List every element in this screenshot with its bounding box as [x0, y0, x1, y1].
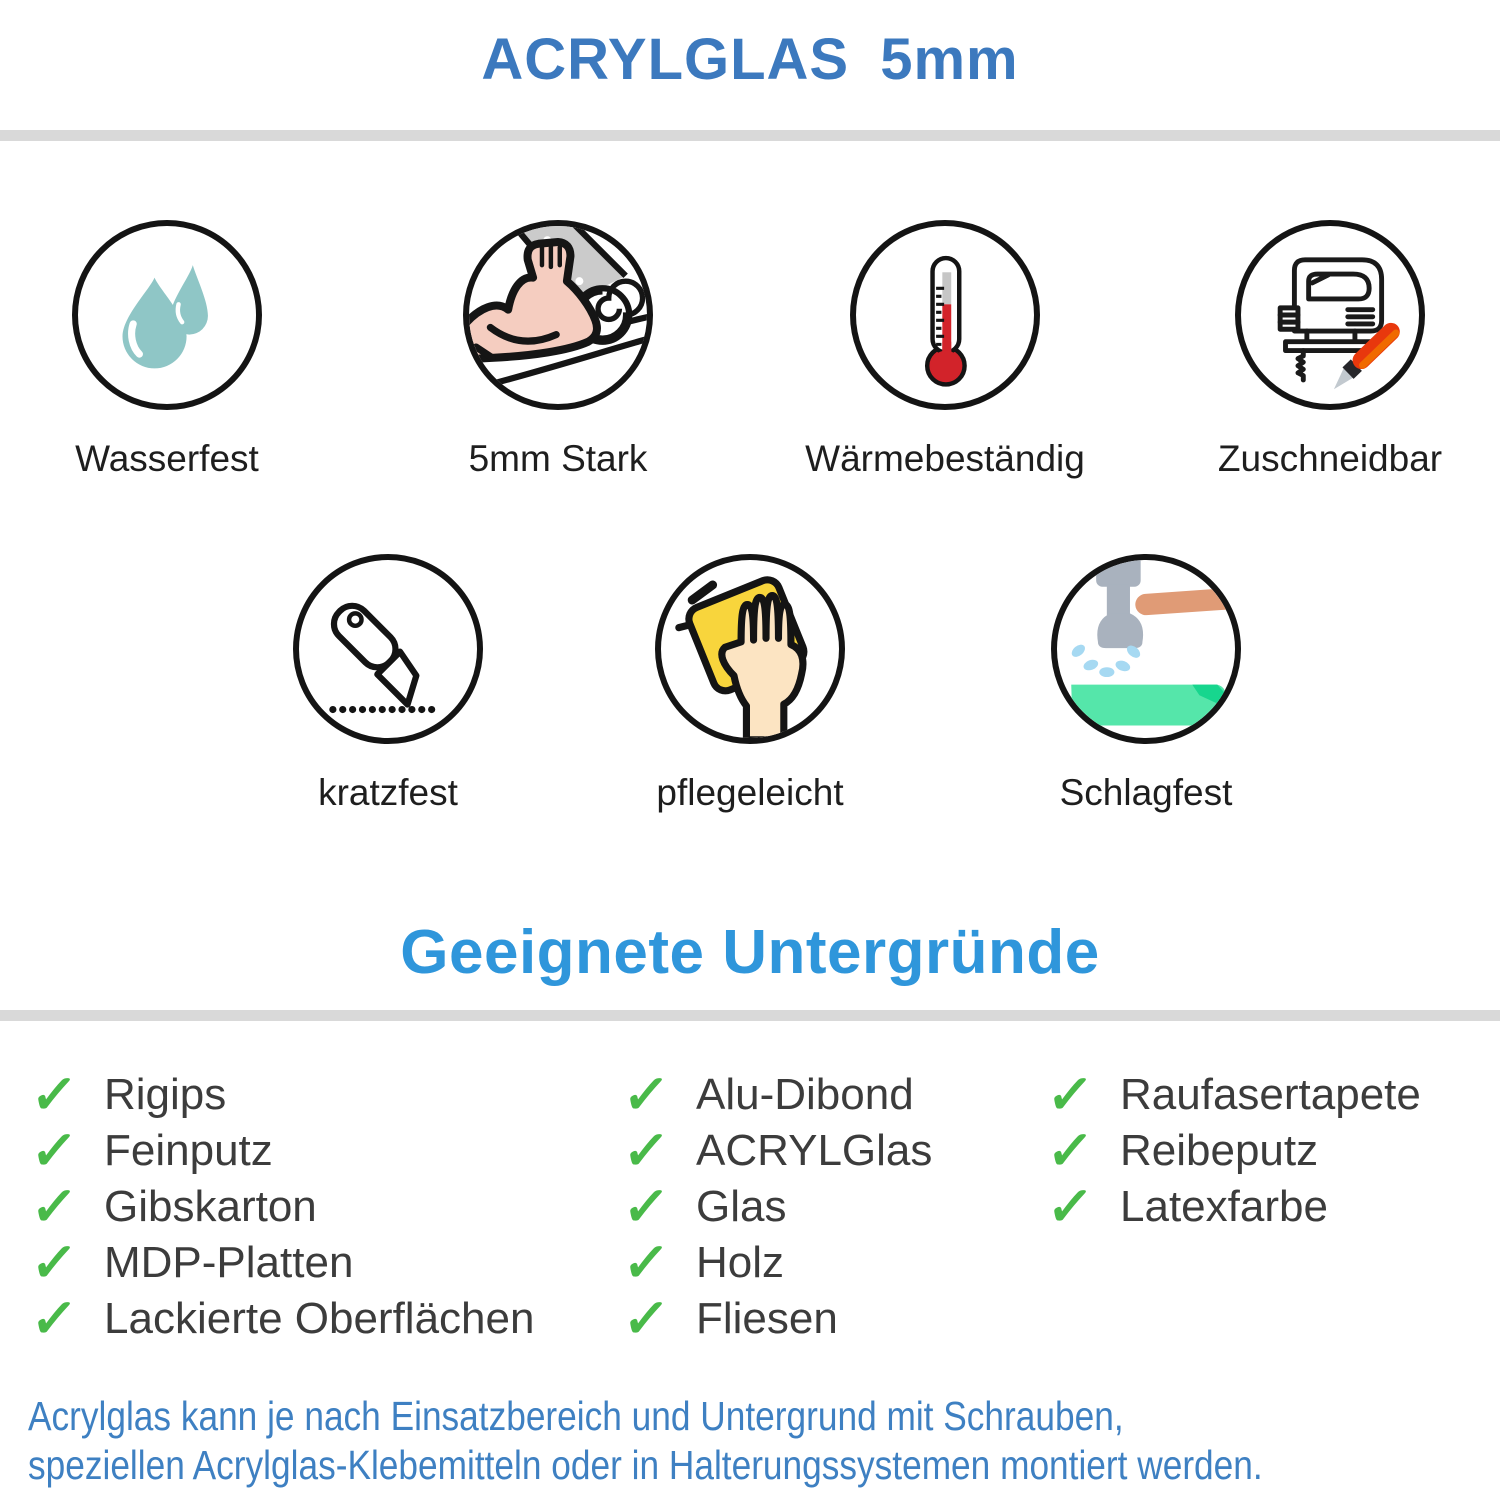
feature-zuschneidbar: [1160, 220, 1500, 480]
feature-pflegeleicht: [580, 554, 920, 814]
substrate-item: Gibskarton: [104, 1182, 317, 1231]
substrate-column-3: [1046, 1067, 1421, 1235]
substrate-item: Latexfarbe: [1120, 1182, 1328, 1231]
check-icon: ✓: [28, 1233, 80, 1293]
feature-label: 5mm Stark: [468, 438, 648, 479]
water-drops-icon: [72, 220, 262, 410]
check-icon: ✓: [28, 1289, 80, 1349]
check-icon: ✓: [28, 1121, 80, 1181]
substrate-row: [622, 1235, 932, 1291]
feature-waermebestaendig: [775, 220, 1115, 480]
feature-schlagfest: [976, 554, 1316, 814]
substrate-row: [622, 1291, 932, 1347]
substrate-row: [1046, 1067, 1421, 1123]
substrate-item: Glas: [696, 1182, 787, 1231]
feature-label: Wasserfest: [75, 438, 259, 479]
section-title-untergruende: Geeignete Untergründe: [400, 918, 1100, 987]
mounting-note: [28, 1392, 1263, 1490]
substrate-item: Holz: [696, 1238, 785, 1287]
check-icon: ✓: [620, 1065, 672, 1125]
substrate-item: Lackierte Oberflächen: [104, 1294, 535, 1343]
feature-kratzfest: [218, 554, 558, 814]
hammer-icon: [1051, 554, 1241, 744]
feature-label: Schlagfest: [1059, 772, 1233, 813]
substrate-item: Rigips: [104, 1070, 227, 1119]
substrate-column-2: [622, 1067, 932, 1347]
substrate-item: ACRYLGlas: [696, 1126, 933, 1175]
page-title: ACRYLGLAS 5mm: [481, 27, 1019, 92]
check-icon: ✓: [1044, 1177, 1096, 1237]
check-icon: ✓: [28, 1177, 80, 1237]
substrate-row: [30, 1235, 534, 1291]
substrate-row: [1046, 1123, 1421, 1179]
feature-5mm-stark: [388, 220, 728, 480]
substrate-row: [622, 1179, 932, 1235]
check-icon: ✓: [1044, 1121, 1096, 1181]
substrate-row: [30, 1179, 534, 1235]
substrate-row: [622, 1123, 932, 1179]
feature-label: Zuschneidbar: [1217, 438, 1443, 479]
muscle-arm-icon: [463, 220, 653, 410]
divider-bar-top: [0, 130, 1500, 141]
substrate-item: Fliesen: [696, 1294, 838, 1343]
substrate-row: [30, 1291, 534, 1347]
feature-label: pflegeleicht: [656, 772, 844, 813]
substrate-item: Alu-Dibond: [696, 1070, 914, 1119]
check-icon: ✓: [1044, 1065, 1096, 1125]
check-icon: ✓: [620, 1177, 672, 1237]
utility-knife-icon: [293, 554, 483, 744]
substrate-row: [1046, 1179, 1421, 1235]
feature-label: Wärmebeständig: [805, 438, 1085, 479]
substrate-item: Reibeputz: [1120, 1126, 1319, 1175]
substrate-item: Raufasertapete: [1120, 1070, 1421, 1119]
check-icon: ✓: [620, 1121, 672, 1181]
substrate-item: Feinputz: [104, 1126, 273, 1175]
divider-bar-bottom: [0, 1010, 1500, 1021]
check-icon: ✓: [620, 1289, 672, 1349]
jigsaw-icon: [1235, 220, 1425, 410]
mounting-note-line2: speziellen Acrylglas-Klebemitteln oder in Halterungssystemen montiert werden.: [28, 1442, 1263, 1488]
check-icon: ✓: [620, 1233, 672, 1293]
check-icon: ✓: [28, 1065, 80, 1125]
substrate-row: [30, 1067, 534, 1123]
substrate-row: [622, 1067, 932, 1123]
substrate-column-1: [30, 1067, 534, 1347]
feature-wasserfest: [0, 220, 337, 480]
mounting-note-line1: Acrylglas kann je nach Einsatzbereich und Untergrund mit Schrauben,: [28, 1393, 1124, 1439]
feature-label: kratzfest: [318, 772, 458, 813]
substrate-item: MDP-Platten: [104, 1238, 354, 1287]
thermometer-icon: [850, 220, 1040, 410]
cleaning-hand-icon: [655, 554, 845, 744]
substrate-row: [30, 1123, 534, 1179]
